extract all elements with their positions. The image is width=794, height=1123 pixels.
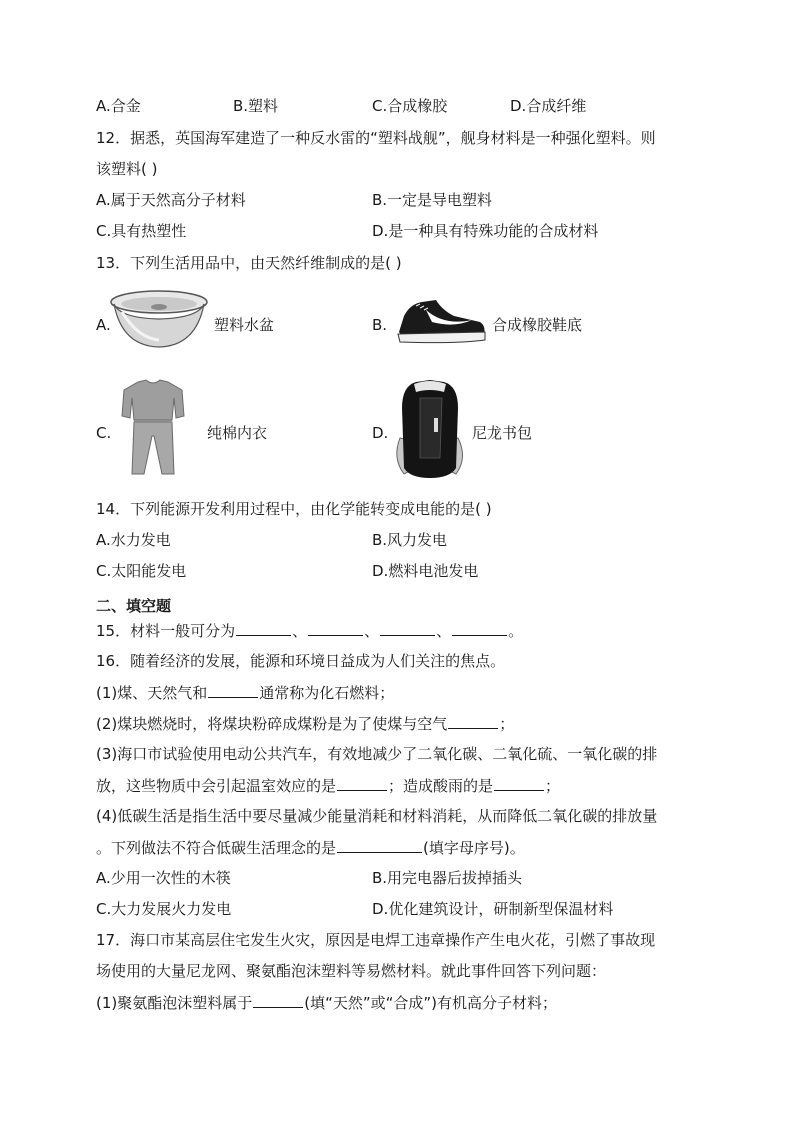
- q12-stem-line1: 12．据悉，英国海军建造了一种反水雷的“塑料战舰”，舰身材料是一种强化塑料。则: [96, 129, 656, 147]
- q14-option-d: D.燃料电池发电: [372, 562, 479, 580]
- q16-part2: [96, 713, 514, 734]
- q13-option-b-label: 合成橡胶鞋底: [492, 316, 583, 334]
- q17-stem-line1: 17．海口市某高层住宅发生火灾，原因是电焊工违章操作产生电火花，引燃了事故现: [96, 931, 656, 949]
- q17-part1-text-end: (填“天然”或“合成”)有机高分子材料；: [304, 994, 558, 1012]
- q16-part3-text-mid: ；造成酸雨的是: [388, 777, 494, 795]
- q14-option-c: C.太阳能发电: [96, 562, 187, 580]
- q16-part4-line2: [96, 837, 525, 858]
- cotton-underwear-icon: [118, 378, 188, 478]
- section-heading: 二、填空题: [96, 597, 172, 615]
- q16-option-d: D.优化建筑设计，研制新型保温材料: [372, 900, 614, 918]
- q16-option-a: A.少用一次性的木筷: [96, 869, 231, 887]
- separator: 、: [292, 622, 308, 640]
- q16-part2-text-end: ；: [499, 715, 515, 733]
- q15-line: [96, 620, 523, 641]
- q16-part1: [96, 682, 394, 703]
- answer-blank[interactable]: [380, 620, 435, 636]
- separator: 、: [364, 622, 380, 640]
- q13-option-d-letter: D.: [372, 424, 389, 442]
- answer-blank[interactable]: [448, 713, 498, 729]
- q16-part3-text-end: ；: [545, 777, 561, 795]
- q11-option-a: A.合金: [96, 97, 141, 115]
- q16-part2-text: (2)煤块燃烧时，将煤块粉碎成煤粉是为了使煤与空气: [96, 715, 448, 733]
- answer-blank[interactable]: [236, 620, 291, 636]
- q16-option-c: C.大力发展火力发电: [96, 900, 232, 918]
- answer-blank[interactable]: [208, 682, 258, 698]
- plastic-basin-icon: [108, 288, 210, 350]
- q11-option-b: B.塑料: [233, 97, 279, 115]
- q12-option-d: D.是一种具有特殊功能的合成材料: [372, 222, 599, 240]
- answer-blank[interactable]: [337, 775, 387, 791]
- q16-option-b: B.用完电器后拔掉插头: [372, 869, 523, 887]
- q15-prefix: 15．材料一般可分为: [96, 622, 236, 640]
- answer-blank[interactable]: [253, 992, 303, 1008]
- q16-part4-text-end: (填字母序号)。: [423, 839, 525, 857]
- q14-option-a: A.水力发电: [96, 531, 171, 549]
- q12-option-a: A.属于天然高分子材料: [96, 191, 246, 209]
- q16-part4-text: 。下列做法不符合低碳生活理念的是: [96, 839, 337, 857]
- q17-stem-line2: 场使用的大量尼龙网、聚氨酯泡沫塑料等易燃材料。就此事件回答下列问题：: [96, 962, 607, 980]
- q16-stem: 16．随着经济的发展，能源和环境日益成为人们关注的焦点。: [96, 652, 506, 670]
- q16-part4-line1: (4)低碳生活是指生活中要尽量减少能量消耗和材料消耗，从而降低二氧化碳的排放量: [96, 807, 658, 825]
- q13-stem: 13．下列生活用品中，由天然纤维制成的是( ): [96, 254, 402, 272]
- q16-part3-line2: [96, 775, 560, 796]
- q14-stem: 14．下列能源开发利用过程中，由化学能转变成电能的是( ): [96, 500, 492, 518]
- answer-blank[interactable]: [494, 775, 544, 791]
- q16-part1-text-end: 通常称为化石燃料；: [259, 684, 395, 702]
- nylon-backpack-icon: [390, 378, 470, 482]
- answer-blank[interactable]: [452, 620, 507, 636]
- answer-blank[interactable]: [337, 837, 422, 853]
- q17-part1: [96, 992, 557, 1013]
- q11-option-c: C.合成橡胶: [372, 97, 448, 115]
- q12-stem-line2: 该塑料( ): [96, 160, 158, 178]
- q13-option-d-label: 尼龙书包: [472, 424, 533, 442]
- q16-part3-text: 放，这些物质中会引起温室效应的是: [96, 777, 337, 795]
- q11-option-d: D.合成纤维: [510, 97, 587, 115]
- separator: 、: [436, 622, 452, 640]
- q14-option-b: B.风力发电: [372, 531, 448, 549]
- q16-part3-line1: (3)海口市试验使用电动公共汽车，有效地减少了二氧化碳、二氧化硫、一氧化碳的排: [96, 745, 658, 763]
- q13-option-a-label: 塑料水盆: [214, 316, 275, 334]
- q13-option-a-letter: A.: [96, 316, 111, 334]
- q12-option-b: B.一定是导电塑料: [372, 191, 493, 209]
- q12-option-c: C.具有热塑性: [96, 222, 187, 240]
- q13-option-c-label: 纯棉内衣: [207, 424, 268, 442]
- q13-option-b-letter: B.: [372, 316, 388, 334]
- q17-part1-text: (1)聚氨酯泡沫塑料属于: [96, 994, 253, 1012]
- answer-blank[interactable]: [308, 620, 363, 636]
- q16-part1-text: (1)煤、天然气和: [96, 684, 208, 702]
- q13-option-c-letter: C.: [96, 424, 112, 442]
- sneaker-icon: [396, 296, 488, 348]
- q15-end: 。: [508, 622, 524, 640]
